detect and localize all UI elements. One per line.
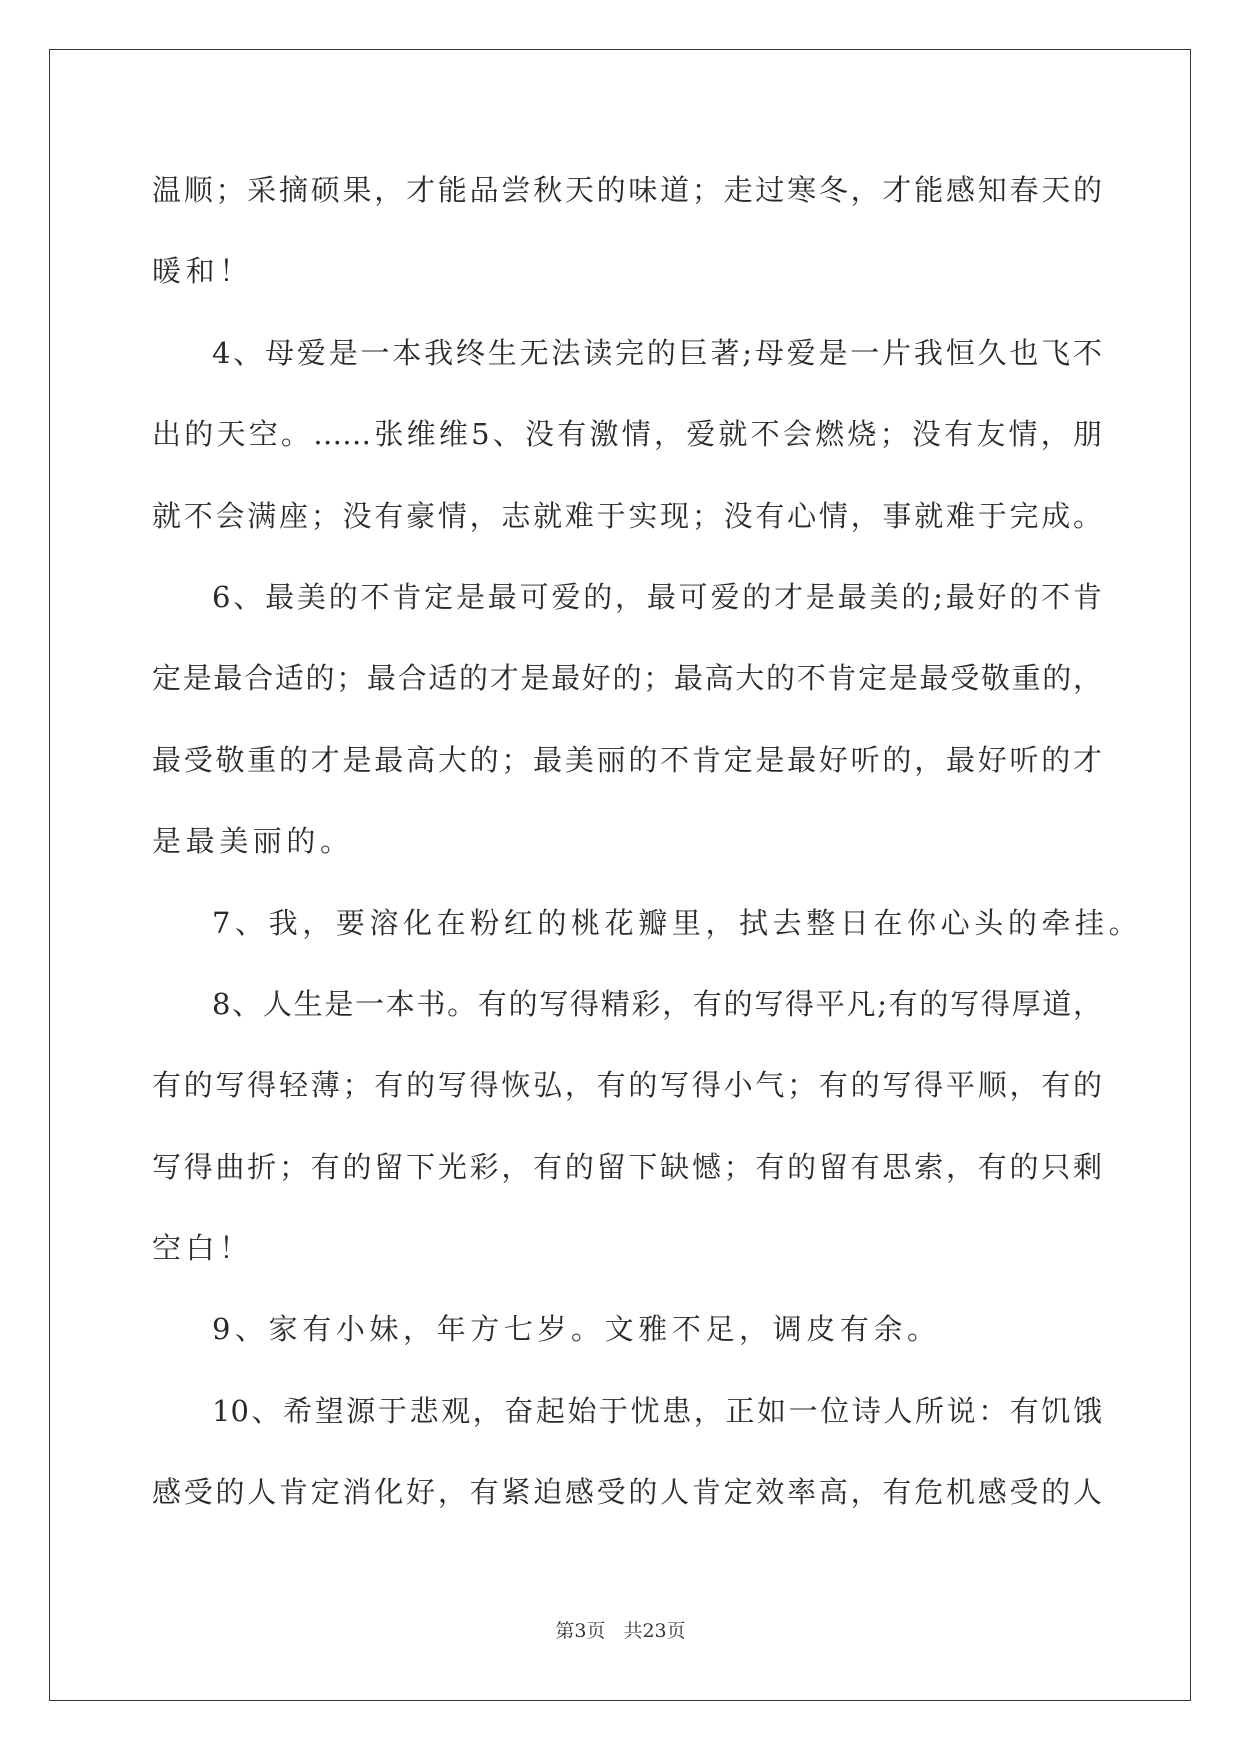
page-footer [0,1616,1241,1643]
document-body [152,162,1143,1546]
text-line: 暖和！ [152,254,253,289]
text-line: 就不会满座；没有豪情，志就难于实现；没有心情，事就难于完成。 [152,498,1102,533]
text-line: 定是最合适的；最合适的才是最好的；最高大的不肯定是最受敬重的， [152,661,1102,696]
paragraph-start-line: 6、最美的不肯定是最可爱的，最可爱的才是最美的;最好的不肯 [212,579,1102,614]
text-line: 写得曲折；有的留下光彩，有的留下缺憾；有的留有思索，有的只剩 [152,1149,1102,1184]
text-line: 有的写得轻薄；有的写得恢弘，有的写得小气；有的写得平顺，有的 [152,1068,1102,1103]
page-number: 第3页 [555,1620,606,1642]
text-line: 出的天空。……张维维5、没有激情，爱就不会燃烧；没有友情，朋 [152,417,1102,452]
text-line: 温顺；采摘硕果，才能品尝秋天的味道；走过寒冬，才能感知春天的 [152,173,1102,207]
text-line: 是最美丽的。 [152,824,354,859]
paragraph-start-line: 7、我，要溶化在粉红的桃花瓣里，拭去整日在你心头的牵挂。 [212,905,1143,940]
text-line: 空白！ [152,1231,253,1266]
paragraph-start-line: 9、家有小妹，年方七岁。文雅不足，调皮有余。 [212,1312,941,1347]
paragraph-start-line: 4、母爱是一本我终生无法读完的巨著;母爱是一片我恒久也飞不 [212,335,1102,370]
paragraph-start-line: 10、希望源于悲观，奋起始于忧患，正如一位诗人所说：有饥饿 [212,1393,1102,1428]
paragraph-start-line: 8、人生是一本书。有的写得精彩，有的写得平凡;有的写得厚道， [212,986,1102,1021]
page-total: 共23页 [623,1620,686,1642]
text-line: 最受敬重的才是最高大的；最美丽的不肯定是最好听的，最好听的才 [152,742,1102,777]
text-line: 感受的人肯定消化好，有紧迫感受的人肯定效率高，有危机感受的人 [152,1475,1102,1510]
